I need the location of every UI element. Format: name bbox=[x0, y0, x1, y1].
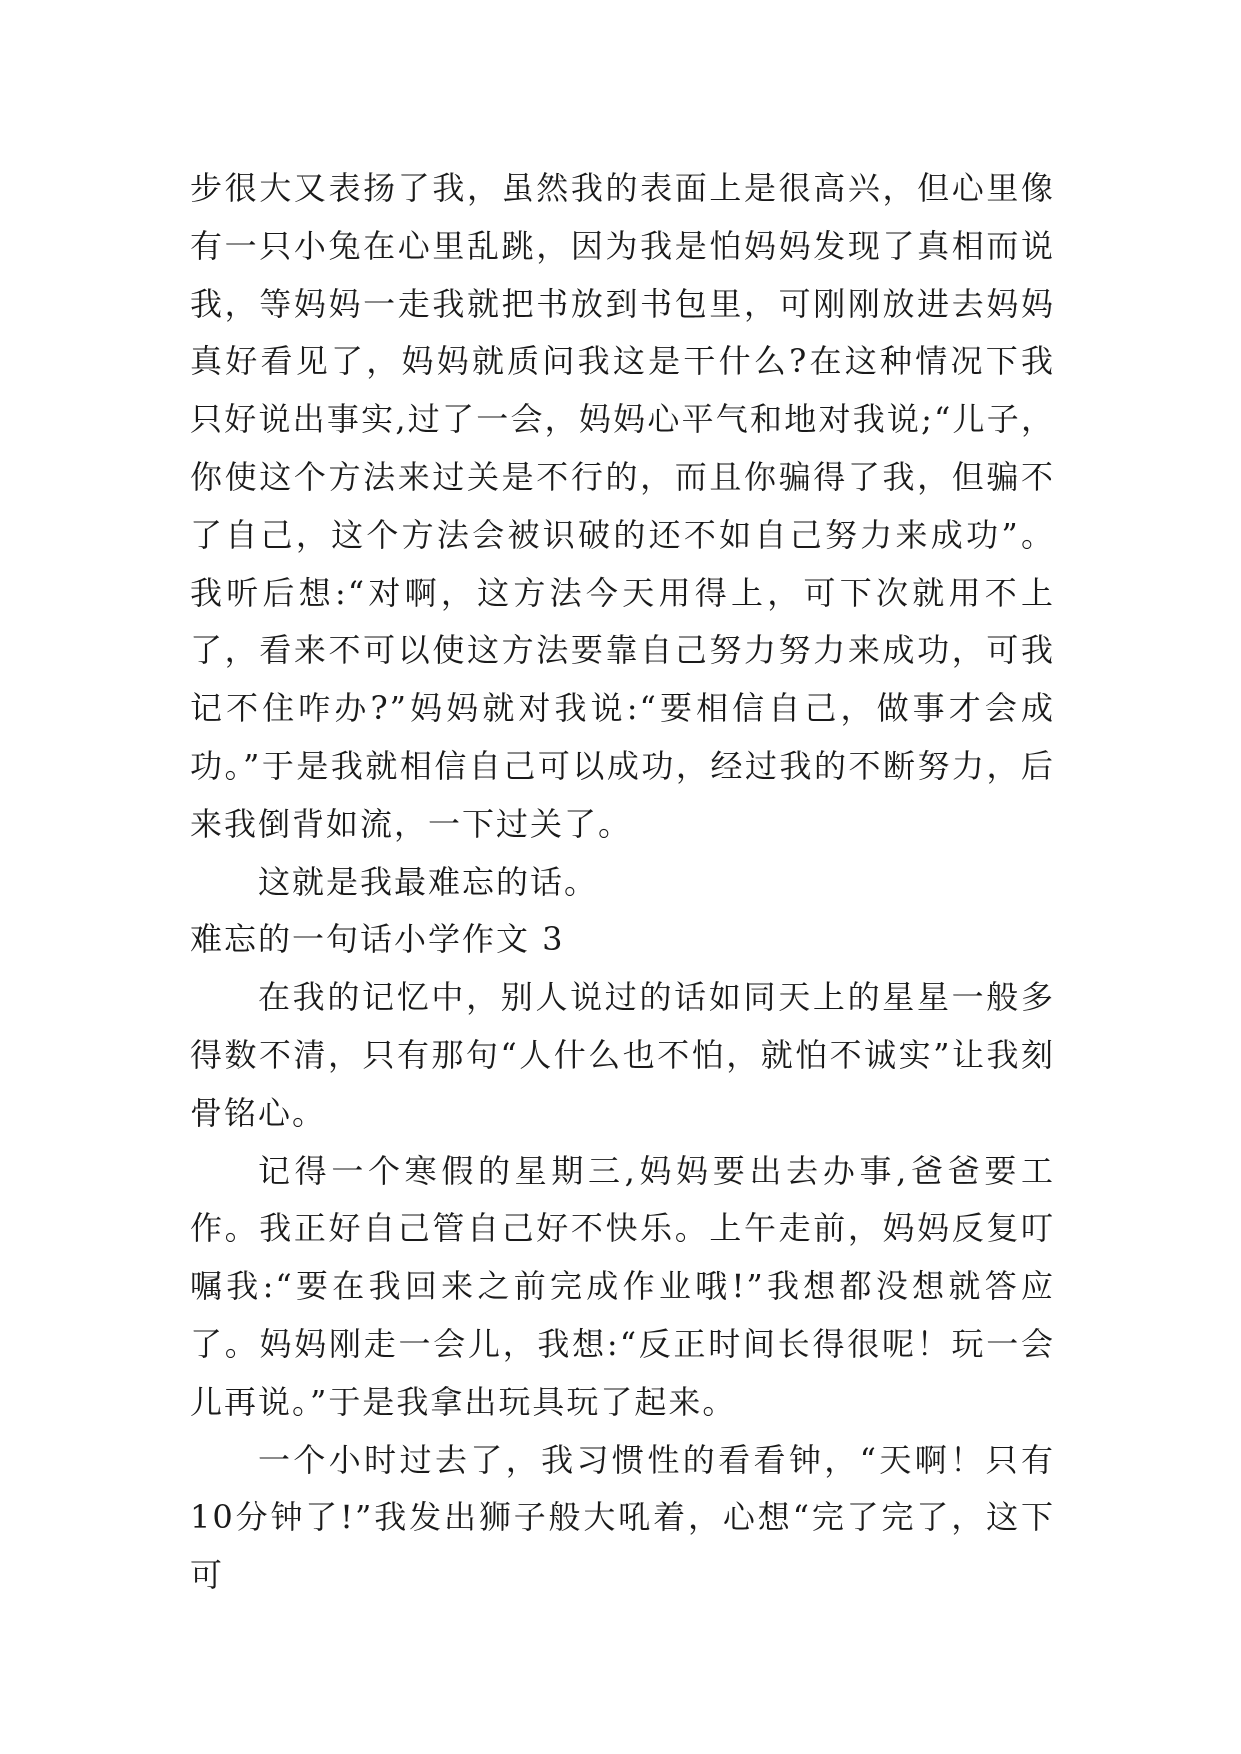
paragraph-closing-line: 这就是我最难忘的话。 bbox=[258, 862, 599, 901]
paragraph-intro: 在我的记忆中，别人说过的话如同天上的星星一般多得数不清，只有那句“人什么也不怕，就怕不诚实”让我刻骨铭心。 bbox=[190, 978, 1055, 1132]
paragraph-story: 记得一个寒假的星期三,妈妈要出去办事,爸爸要工作。我正好自己管自己好不快乐。上午走前，妈妈反复叮嘱我:“要在我回来之前完成作业哦!”我想都没想就答应了。妈妈刚走一会儿，我想:“反正时间长得很呢！玩一会儿再说。”于是我拿出玩具玩了起来。 bbox=[190, 1151, 1055, 1421]
document-body bbox=[190, 160, 1055, 1605]
paragraph-ending-fragment: 一个小时过去了，我习惯性的看看钟，“天啊！只有 10分钟了!”我发出狮子般大吼着，心想“完了完了，这下可 bbox=[190, 1440, 1055, 1595]
paragraph-continued: 步很大又表扬了我，虽然我的表面上是很高兴，但心里像有一只小兔在心里乱跳，因为我是怕妈妈发现了真相而说我，等妈妈一走我就把书放到书包里，可刚刚放进去妈妈真好看见了，妈妈就质问我这是干什么?在这种情况下我只好说出事实,过了一会，妈妈心平气和地对我说;“儿子，你使这个方法来过关是不行的，而且你骗得了我，但骗不了自己，这个方法会被识破的还不如自己努力来成功”。我听后想:“对啊，这方法今天用得上，可下次就用不上了，看来不可以使这方法要靠自己努力努力来成功，可我记不住咋办?”妈妈就对我说:“要相信自己，做事才会成功。”于是我就相信自己可以成功，经过我的不断努力，后来我倒背如流，一下过关了。 bbox=[190, 169, 1055, 843]
section-heading: 难忘的一句话小学作文 3 bbox=[190, 920, 565, 959]
